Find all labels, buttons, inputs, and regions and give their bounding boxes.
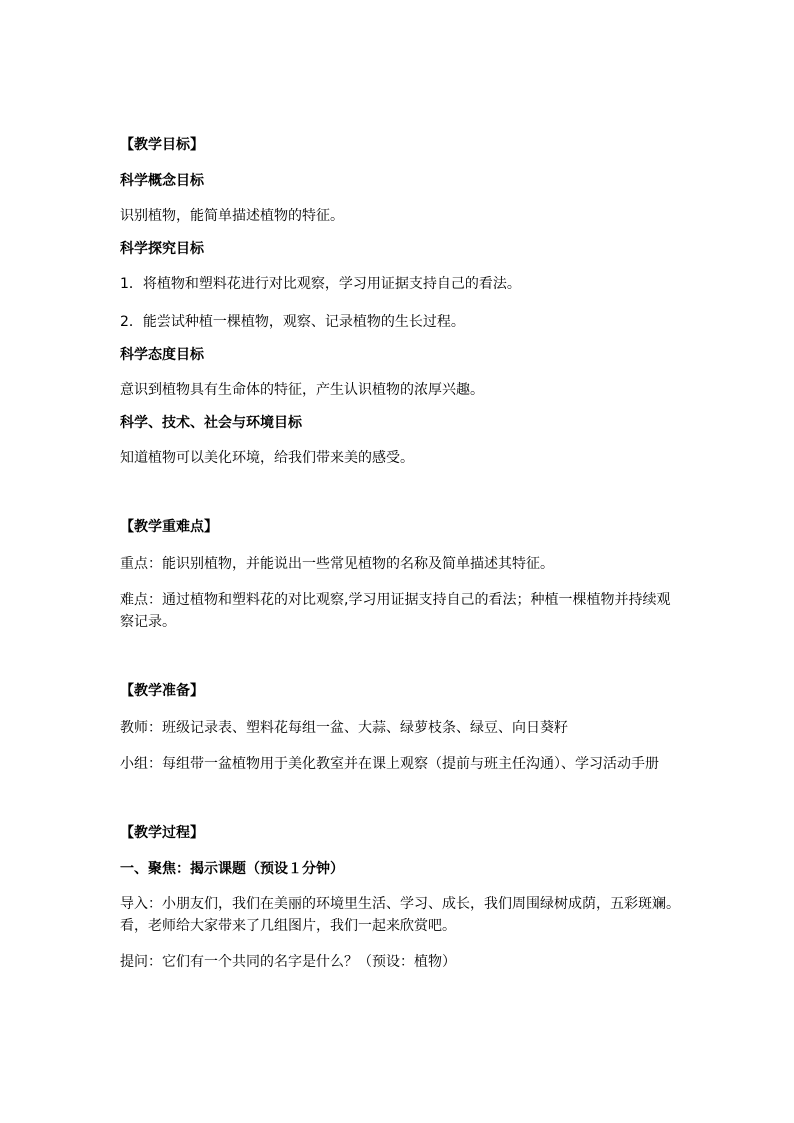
teacher-preparation: 教师：班级记录表、塑料花每组一盆、大蒜、绿萝枝条、绿豆、向日葵籽 [120,720,568,736]
section-title-goals: 【教学目标】 [120,137,204,153]
section-title-preparation: 【教学准备】 [120,683,204,699]
section-title-process: 【教学过程】 [120,825,204,841]
question-text: 提问：它们有一个共同的名字是什么？（预设：植物） [120,954,456,970]
inquiry-item-2: 2．能尝试种植一棵植物，观察、记录植物的生长过程。 [120,314,465,330]
focus-text: 重点：能识别植物，并能说出一些常见植物的名称及简单描述其特征。 [120,556,554,572]
subsection-title-inquiry: 科学探究目标 [120,241,204,257]
step-1-title: 一、聚焦：揭示课题（预设１分钟） [120,861,344,877]
intro-text-line2: 看，老师给大家带来了几组图片，我们一起来欣赏吧。 [120,918,456,934]
attitude-text: 意识到植物具有生命体的特征，产生认识植物的浓厚兴趣。 [120,382,484,398]
stse-text: 知道植物可以美化环境，给我们带来美的感受。 [120,450,414,466]
concept-text: 识别植物，能简单描述植物的特征。 [120,208,344,224]
subsection-title-stse: 科学、技术、社会与环境目标 [120,415,302,431]
group-preparation: 小组：每组带一盆植物用于美化教室并在课上观察（提前与班主任沟通）、学习活动手册 [120,756,659,772]
subsection-title-concept: 科学概念目标 [120,173,204,189]
document-page [120,137,680,973]
difficulty-text-line1: 难点：通过植物和塑料花的对比观察,学习用证据支持自己的看法；种植一棵植物并持续观 [120,592,671,608]
subsection-title-attitude: 科学态度目标 [120,347,204,363]
inquiry-item-1: 1．将植物和塑料花进行对比观察，学习用证据支持自己的看法。 [120,276,521,292]
intro-text-line1: 导入：小朋友们，我们在美丽的环境里生活、学习、成长，我们周围绿树成荫，五彩斑斓。 [120,896,680,912]
section-title-key-points: 【教学重难点】 [120,519,218,535]
difficulty-text-line2: 察记录。 [120,614,176,630]
